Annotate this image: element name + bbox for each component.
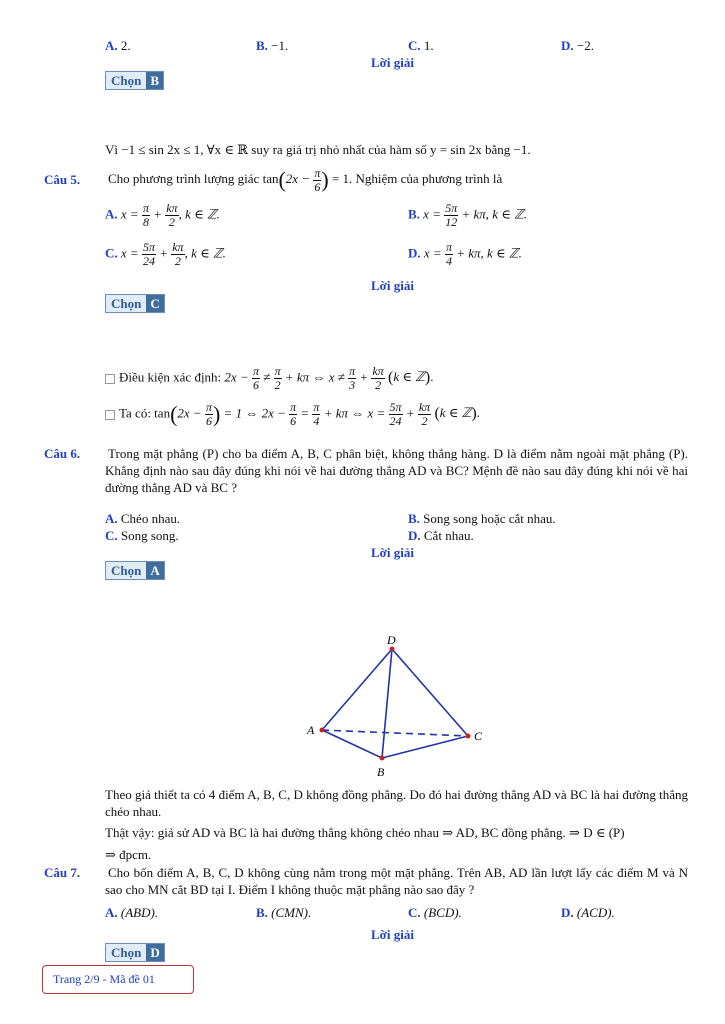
label-d: D <box>387 633 396 647</box>
option-value: 2. <box>120 38 131 53</box>
q6-solution-3: ⇒ đpcm. <box>105 847 152 862</box>
chon-answer: A <box>146 562 163 579</box>
option-post: + kπ, k ∈ ℤ. <box>461 206 528 222</box>
q5-question: Cho phương trình lượng giác tan(2x − $\frac{\pi}{6}$ ) = 1. Nghiệm của phương trình là <box>108 165 503 194</box>
option-pre: x = <box>423 206 441 222</box>
chon-label: Chọn <box>106 562 146 579</box>
edge-bc <box>382 736 468 758</box>
q5-text-after: = 1. Nghiệm của phương trình là <box>331 171 503 186</box>
fraction: $\frac{5\pi}{12}$ <box>445 201 458 229</box>
page-footer: Trang 2/9 - Mã đề 01 <box>42 965 194 994</box>
q6-chon-badge <box>105 561 165 580</box>
fraction: $\frac{\pi}{6}$ <box>205 400 212 428</box>
option-key: C. <box>105 528 118 543</box>
option-key: D. <box>561 905 574 920</box>
q5-option-d <box>408 241 522 268</box>
fraction: $\frac{5\pi}{24}$ <box>142 240 155 268</box>
option-key: B. <box>408 511 420 526</box>
option-key: B. <box>408 206 420 222</box>
fraction: $\frac{\pi}{4}$ <box>445 240 452 268</box>
ta-co-label: Ta có: tan <box>119 405 171 421</box>
chon-answer: B <box>146 72 163 89</box>
label-a: A <box>307 723 315 737</box>
option-value: (ABD). <box>120 905 159 920</box>
label-b: B <box>377 765 385 779</box>
fraction: $\frac{\pi}{6}$ <box>252 364 259 392</box>
option-post2: , k ∈ ℤ. <box>184 245 226 261</box>
option-key: A. <box>105 905 118 920</box>
q7-option-a <box>105 905 158 921</box>
fraction: $\frac{\pi}{6}$ <box>290 400 297 428</box>
chon-answer: D <box>146 944 163 961</box>
option-post: + kπ, k ∈ ℤ. <box>456 245 522 261</box>
option-post2: , k ∈ ℤ. <box>178 206 220 222</box>
fraction: $\frac{\pi}{3}$ <box>349 364 356 392</box>
condition-label: Điều kiện xác định: <box>119 369 222 385</box>
option-key: D. <box>561 38 574 53</box>
point-a <box>320 728 325 733</box>
tetrahedron-figure <box>300 630 500 780</box>
q5-option-b <box>408 202 527 229</box>
checkbox-icon <box>105 374 115 384</box>
fraction: $\frac{5\pi}{24}$ <box>389 400 402 428</box>
q7-loi-giai: Lời giải <box>371 927 414 942</box>
q6-solution-2: Thật vậy: giả sử AD và BC là hai đường thẳng không chéo nhau ⇒ AD, BC đồng phẳng. ⇒ D ∈ (P) <box>105 825 625 840</box>
fraction: $\frac{k\pi}{2}$ <box>418 400 431 428</box>
fraction: $\frac{\pi}{4}$ <box>313 400 320 428</box>
q6-option-a <box>105 511 180 527</box>
q4-loi-giai: Lời giải <box>371 55 414 70</box>
q5-condition: Điều kiện xác định: 2x − $\frac{\pi}{6}$ ≠ $\frac{\pi}{2}$ + kπ ⇔ x ≠ $\frac{\pi}{3}$ + $\frac{k\pi}{2}$ (k ∈ ℤ). <box>105 365 433 392</box>
q4-option-b <box>256 38 288 54</box>
option-value: 1. <box>423 38 434 53</box>
fraction: $\frac{\pi}{2}$ <box>274 364 281 392</box>
q7-option-d <box>561 905 615 921</box>
point-c <box>466 734 471 739</box>
q6-option-b <box>408 511 556 527</box>
option-key: D. <box>408 245 421 261</box>
point-b <box>380 756 385 761</box>
fraction: $\frac{\pi}{6}$ <box>314 165 321 194</box>
option-value: (CMN). <box>271 905 312 920</box>
q7-option-c <box>408 905 462 921</box>
q7-chon-badge <box>105 943 165 962</box>
option-pre: x = <box>120 245 139 261</box>
q5-text-before: Cho phương trình lượng giác tan <box>108 171 279 186</box>
edge-ab <box>322 730 382 758</box>
option-value: Song song hoặc cắt nhau. <box>423 511 556 526</box>
chon-answer: C <box>146 295 163 312</box>
option-key: B. <box>256 905 268 920</box>
fraction: $\frac{k\pi}{2}$ <box>166 201 178 229</box>
q7-label: Câu 7. <box>44 865 81 880</box>
option-value: Chéo nhau. <box>120 511 181 526</box>
q5-option-c <box>105 241 226 268</box>
edge-ac-dashed <box>322 730 468 736</box>
q5-chon-badge <box>105 294 165 313</box>
q6-label: Câu 6. <box>44 446 81 461</box>
option-value: Song song. <box>120 528 179 543</box>
option-key: D. <box>408 528 421 543</box>
option-key: A. <box>105 206 118 222</box>
q6-loi-giai: Lời giải <box>371 545 414 560</box>
label-c: C <box>474 729 483 743</box>
option-key: B. <box>256 38 268 53</box>
edge-dc <box>392 649 468 736</box>
option-key: C. <box>105 245 118 261</box>
option-pre: x = <box>120 206 139 222</box>
option-pre: x = <box>423 245 442 261</box>
chon-label: Chọn <box>106 944 146 961</box>
q4-option-d <box>561 38 594 54</box>
chon-label: Chọn <box>106 295 146 312</box>
option-key: A. <box>105 511 118 526</box>
q7-question: Cho bốn điểm A, B, C, D không cùng nằm trong một mặt phẳng. Trên AB, AD lần lượt lấy các điểm M và N sao cho MN cắt BD tại I. Điểm I không thuộc mặt phẳng nào sao đây ? <box>105 865 688 897</box>
q6-question: Trong mặt phẳng (P) cho ba điểm A, B, C phân biệt, không thẳng hàng. D là điểm nằm ngoài mặt phẳng (P). Khẳng định nào sau đây đúng khi nói về hai đường thẳng AD và BC? Mệnh đề nào sau đây đúng khi nói về hai đường thẳng AD và BC ? <box>105 446 688 495</box>
option-value: −2. <box>576 38 594 53</box>
point-d <box>390 647 395 652</box>
option-value: −1. <box>271 38 289 53</box>
chon-label: Chọn <box>106 72 146 89</box>
q4-chon-badge <box>105 71 164 90</box>
q4-option-c <box>408 38 434 54</box>
option-post: + <box>159 245 172 261</box>
q5-label: Câu 5. <box>44 172 81 187</box>
option-key: C. <box>408 38 421 53</box>
edge-db <box>382 649 392 758</box>
checkbox-icon <box>105 410 115 420</box>
q4-option-a <box>105 38 131 54</box>
fraction: $\frac{k\pi}{2}$ <box>372 364 384 392</box>
option-post: + <box>153 206 166 222</box>
fraction: $\frac{k\pi}{2}$ <box>172 240 184 268</box>
q7-option-b <box>256 905 311 921</box>
fraction: $\frac{\pi}{8}$ <box>142 201 149 229</box>
q5-solution: Ta có: tan(2x − $\frac{\pi}{6}$ ) = 1 ⇔ 2x − $\frac{\pi}{6}$ = $\frac{\pi}{4}$ + kπ ⇔ x = $\frac{5\pi}{24}$ + $\frac{k\pi}{2}$ (k ∈ ℤ). <box>105 401 480 428</box>
q6-option-c <box>105 528 179 544</box>
q5-option-a <box>105 202 220 229</box>
option-value: (BCD). <box>423 905 462 920</box>
q6-option-d <box>408 528 474 544</box>
option-key: A. <box>105 38 118 53</box>
q5-loi-giai: Lời giải <box>371 278 414 293</box>
option-key: C. <box>408 905 421 920</box>
option-value: Cắt nhau. <box>423 528 474 543</box>
q6-solution-1: Theo giả thiết ta có 4 điểm A, B, C, D không đồng phẳng. Do đó hai đường thẳng AD và BC là hai đường thẳng chéo nhau. <box>105 787 688 819</box>
option-value: (ACD). <box>576 905 615 920</box>
edge-da <box>322 649 392 730</box>
q4-solution: Vì −1 ≤ sin 2x ≤ 1, ∀x ∈ ℝ suy ra giá trị nhỏ nhất của hàm số y = sin 2x bằng −1. <box>105 142 531 157</box>
